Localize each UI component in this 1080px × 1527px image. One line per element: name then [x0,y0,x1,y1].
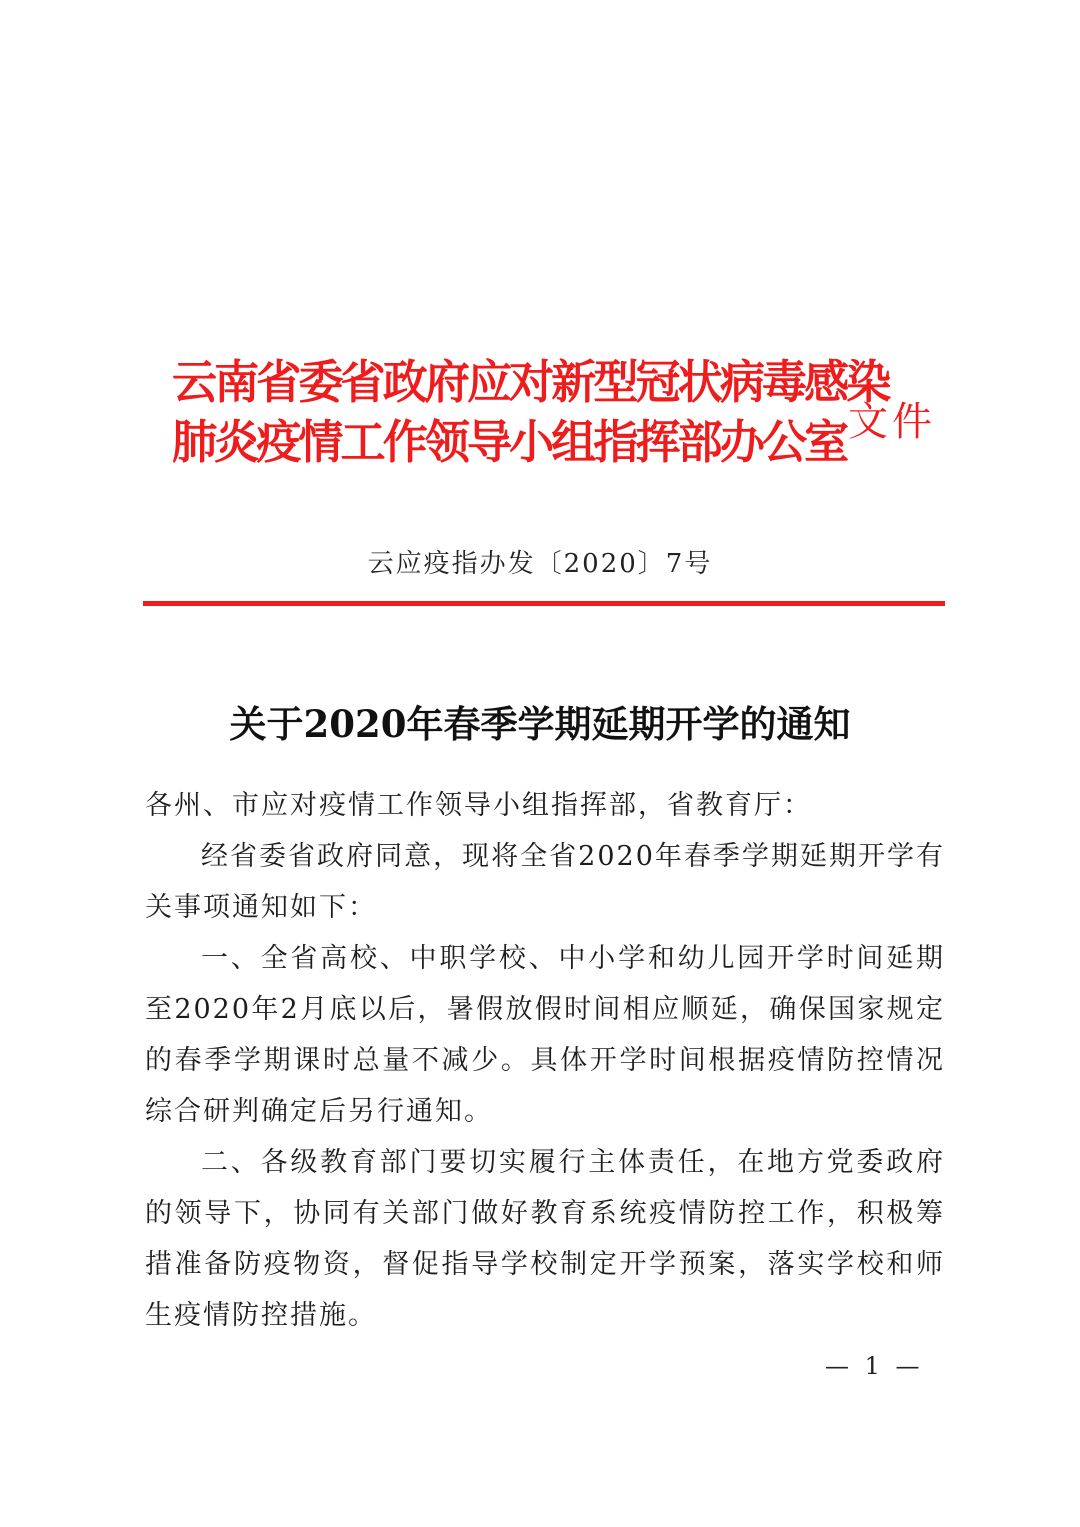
paragraph-item-1: 一、全省高校、中职学校、中小学和幼儿园开学时间延期至2020年2月底以后，暑假放假时间相应顺延，确保国家规定的春季学期课时总量不减少。具体开学时间根据疫情防控情况综合研判确定后另行通知。 [145,943,945,1127]
issuer-line-2: 肺炎疫情工作领导小组指挥部办公室 [172,415,847,469]
page-number: — 1 — [825,1352,924,1380]
document-header [172,352,936,482]
paragraph-intro: 经省委省政府同意，现将全省2020年春季学期延期开学有关事项通知如下： [145,841,945,923]
document-number: 云应疫指办发〔2020〕7号 [367,549,713,579]
issuing-authority [172,352,889,472]
notice-title: 关于2020年春季学期延期开学的通知 [229,702,851,746]
red-divider-line [143,601,945,606]
document-type-label: 文件 [848,399,936,445]
salutation: 各州、市应对疫情工作领导小组指挥部，省教育厅： [145,790,812,821]
notice-body [145,780,945,1341]
paragraph-item-2: 二、各级教育部门要切实履行主体责任，在地方党委政府的领导下，协同有关部门做好教育系统疫情防控工作，积极筹措准备防疫物资，督促指导学校制定开学预案，落实学校和师生疫情防控措施。 [145,1147,945,1331]
issuer-line-1: 云南省委省政府应对新型冠状病毒感染 [172,355,889,409]
